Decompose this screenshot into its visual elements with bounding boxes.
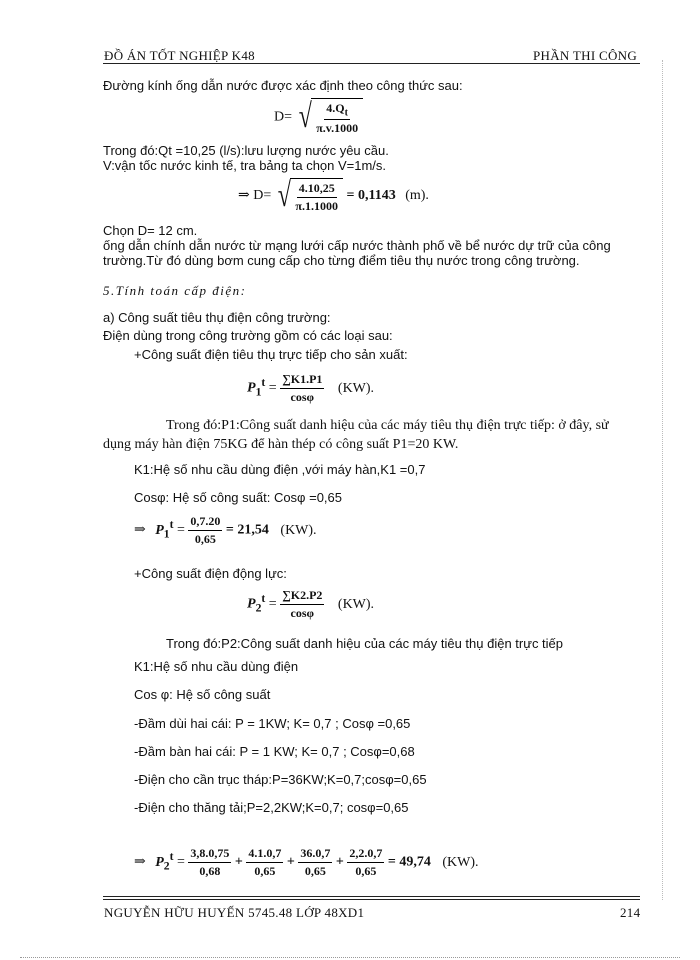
formula-result: = 21,54 [225, 522, 269, 538]
text-line: -Điện cho cần trục tháp:P=36KW;K=0,7;cosφ=0,65 [134, 772, 427, 787]
text-line: +Công suất điện động lực: [134, 566, 287, 581]
formula-numerator: ∑K2.P2 [280, 588, 324, 605]
formula-unit: (KW). [337, 380, 375, 396]
formula-diameter-result: ⇒ D= √ $\frac{4.10,25}{\pi.1.1000}$ = 0,1143 (m). [238, 177, 429, 214]
formula-numerator: ∑K1.P1 [280, 372, 324, 389]
formula-lhs: P [247, 596, 256, 612]
arrow-icon: ⇒ [134, 522, 146, 538]
formula-unit: (KW). [280, 522, 317, 538]
formula-p2-result: ⇒ $P_2^t$ = $\frac{3,8.0,75}{0,68}$ + $\frac{4.1.0,7}{0,65}$ + $\frac{36.0,7}{0,65}$ + $\frac{2,2.0,7}{0,65}$ = 49,74 (KW). [134, 846, 479, 878]
text-line: +Công suất điện tiêu thụ trực tiếp cho sản xuất: [134, 347, 408, 362]
formula-lhs: P [155, 522, 164, 538]
formula-diameter [274, 98, 363, 136]
header-rule [103, 63, 640, 64]
text-line: Trong đó:P1:Công suất danh hiệu của các máy tiêu thụ điện trực tiếp: ở đây, sử [166, 418, 609, 433]
text-line: Đường kính ống dẫn nước được xác định theo công thức sau: [103, 78, 463, 93]
text-line: Điện dùng trong công trường gồm có các loại sau: [103, 328, 393, 343]
section-heading: 5.Tính toán cấp điện: [103, 283, 247, 298]
formula-denominator: π.1.1000 [295, 199, 338, 213]
formula-denominator: 0,65 [254, 864, 276, 878]
formula-unit: (KW). [337, 596, 375, 612]
formula-unit: (KW). [442, 854, 479, 870]
formula-denominator: 0,65 [304, 864, 326, 878]
formula-denominator: 0,65 [355, 864, 377, 878]
text-line: a) Công suất tiêu thụ điện công trường: [103, 310, 331, 325]
page-number: 214 [620, 905, 641, 920]
text-line: Trong đó:Qt =10,25 (l/s):lưu lượng nước yêu cầu. [103, 143, 389, 158]
footer-rule [103, 896, 640, 897]
formula-lhs: D= [274, 109, 293, 125]
header-right: PHẦN THI CÔNG [533, 48, 638, 63]
header-left: ĐỒ ÁN TỐT NGHIỆP K48 [104, 48, 255, 63]
formula-lhs: P [155, 854, 164, 870]
text-line: Cosφ: Hệ số công suất: Cosφ =0,65 [134, 490, 342, 505]
formula-unit: (m). [405, 188, 429, 204]
footer-left: NGUYỄN HỮU HUYẾN 5745.48 LỚP 48XD1 [104, 905, 365, 920]
formula-numerator: 4.Q [326, 101, 345, 115]
formula-numerator: 36.0,7 [298, 846, 332, 863]
formula-numerator: 3,8.0,75 [188, 846, 231, 863]
text-line: Chọn D= 12 cm. [103, 223, 198, 238]
formula-denominator: 0,65 [194, 532, 216, 546]
page-edge-line [662, 60, 663, 900]
formula-result: = 0,1143 [346, 188, 396, 204]
text-line: -Điện cho thăng tải;P=2,2KW;K=0,7; cosφ=0,65 [134, 800, 409, 815]
formula-numerator: 4.10,25 [297, 181, 337, 198]
text-line: -Đầm bàn hai cái: P = 1 KW; K= 0,7 ; Cosφ=0,68 [134, 744, 415, 759]
formula-p1: $P_1^t$ = $\frac{\sum K1.P1}{\cos\varphi}$ (KW). [247, 372, 375, 404]
text-line: Cos φ: Hệ số công suất [134, 687, 271, 702]
footer-rule [103, 899, 640, 900]
formula-lhs: D= [253, 188, 272, 204]
formula-numerator: 2,2.0,7 [347, 846, 384, 863]
formula-denominator: cosφ [290, 390, 315, 404]
text-line: K1:Hệ số nhu cầu dùng điện ,với máy hàn,K1 =0,7 [134, 462, 426, 477]
formula-p1-result: ⇒ $P_1^t$ = $\frac{0,7.20}{0,65}$ = 21,54 (KW). [134, 514, 317, 546]
formula-numerator: 4.1.0,7 [246, 846, 283, 863]
page-edge-line [20, 957, 680, 958]
formula-denominator: 0,68 [199, 864, 221, 878]
sqrt-symbol: √ $\frac{4.Q_t}{\pi.v.1000}$ [296, 98, 364, 136]
text-line: K1:Hệ số nhu cầu dùng điện [134, 659, 299, 674]
formula-denominator: cosφ [290, 606, 315, 620]
formula-numerator: 0,7.20 [188, 514, 222, 531]
text-line: ống dẫn chính dẫn nước từ mạng lưới cấp nước thành phố về bể nước dự trữ của công [103, 238, 611, 253]
text-line: Trong đó:P2:Công suất danh hiệu của các máy tiêu thụ điện trực tiếp [166, 636, 564, 651]
formula-p2: $P_2^t$ = $\frac{\sum K2.P2}{\cos\varphi}$ (KW). [247, 588, 375, 620]
text-line: V:vận tốc nước kinh tế, tra bảng ta chọn V=1m/s. [103, 158, 387, 173]
text-line: dụng máy hàn điện 75KG để hàn thép có công suất P1=20 KW. [103, 437, 459, 452]
arrow-icon: ⇒ [134, 854, 146, 870]
text-line: -Đầm dùi hai cái: P = 1KW; K= 0,7 ; Cosφ =0,65 [134, 716, 411, 731]
formula-result: = 49,74 [387, 854, 431, 870]
formula-denominator: π.v.1000 [316, 121, 359, 136]
formula-lhs: P [247, 380, 256, 396]
arrow-icon: ⇒ [238, 188, 250, 204]
text-line: trường.Từ đó dùng bơm cung cấp cho từng điểm tiêu thụ nước trong công trường. [103, 253, 580, 268]
